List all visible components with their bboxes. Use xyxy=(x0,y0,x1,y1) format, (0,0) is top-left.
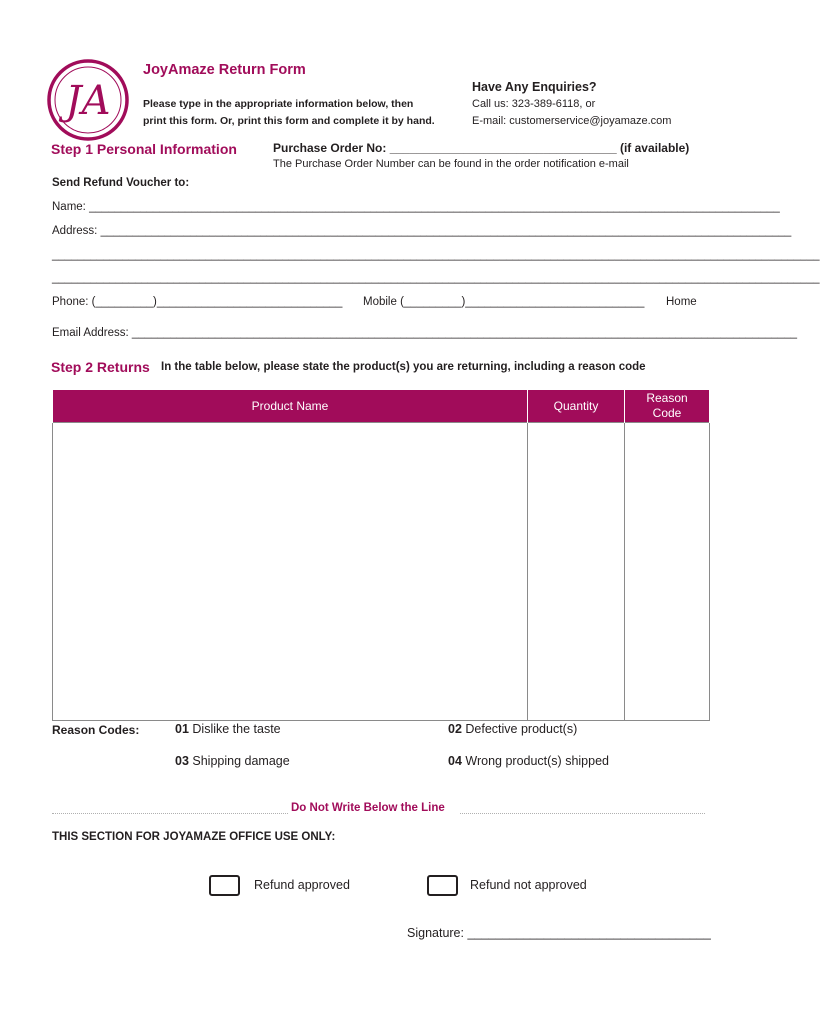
reason-code-header: Reason Code xyxy=(625,390,710,423)
refund-approved-label: Refund approved xyxy=(254,878,350,892)
home-label: Home xyxy=(666,296,697,308)
enquiries-title: Have Any Enquiries? xyxy=(472,80,597,94)
reason-codes-label: Reason Codes: xyxy=(52,723,140,737)
send-refund-label: Send Refund Voucher to: xyxy=(52,177,190,189)
returns-table xyxy=(52,390,710,721)
address-line-3[interactable]: ________________________________________________________________________________________________________________________ xyxy=(52,272,820,284)
quantity-cell[interactable] xyxy=(528,423,625,721)
step2-heading: Step 2 Returns xyxy=(51,359,150,375)
joyamaze-logo xyxy=(46,58,130,142)
signature-field[interactable]: Signature: ___________________________________ xyxy=(407,926,711,940)
address-line-2[interactable]: ________________________________________________________________________________________________________________________ xyxy=(52,249,820,261)
reason-code-item: 04 Wrong product(s) shipped xyxy=(448,754,609,768)
do-not-write-divider xyxy=(52,802,705,820)
do-not-write-label: Do Not Write Below the Line xyxy=(291,802,445,814)
reason-code-item: 02 Defective product(s) xyxy=(448,722,578,736)
phone-field[interactable]: Phone: (_________)_____________________________ xyxy=(52,296,343,308)
enquiries-email[interactable]: E-mail: customerservice@joyamaze.com xyxy=(472,115,672,127)
step1-heading: Step 1 Personal Information xyxy=(51,141,237,157)
svg-text:JA: JA xyxy=(65,78,111,124)
reason-code-item: 03 Shipping damage xyxy=(175,754,290,768)
quantity-header: Quantity xyxy=(528,390,625,423)
product-name-cell[interactable] xyxy=(53,423,528,721)
dotted-line-left xyxy=(52,813,288,814)
intro-text: Please type in the appropriate information below, then print this form. Or, print this form and complete it by hand. xyxy=(143,98,435,127)
address-field[interactable]: Address: ____________________________________________________________________________________________________________ xyxy=(52,225,792,237)
purchase-order-note: The Purchase Order Number can be found in the order notification e-mail xyxy=(273,158,629,170)
name-field[interactable]: Name: ____________________________________________________________________________________________________________ xyxy=(52,201,780,213)
enquiries-phone: Call us: 323-389-6118, or xyxy=(472,98,596,110)
refund-not-approved-label: Refund not approved xyxy=(470,878,587,892)
enquiries-contact xyxy=(472,96,671,130)
reason-code-cell[interactable] xyxy=(625,423,710,721)
step2-description: In the table below, please state the product(s) you are returning, including a reason code xyxy=(161,361,646,373)
refund-not-approved-checkbox[interactable] xyxy=(427,875,458,896)
refund-approved-checkbox[interactable] xyxy=(209,875,240,896)
mobile-field[interactable]: Mobile (_________)____________________________ xyxy=(363,296,645,308)
purchase-order-field[interactable]: Purchase Order No: __________________________________ (if available) xyxy=(273,141,690,155)
office-use-heading: THIS SECTION FOR JOYAMAZE OFFICE USE ONLY: xyxy=(52,831,336,843)
dotted-line-right xyxy=(460,813,705,814)
email-field[interactable]: Email Address: ________________________________________________________________________________________________________ xyxy=(52,327,798,339)
product-name-header: Product Name xyxy=(53,390,528,423)
form-title: JoyAmaze Return Form xyxy=(143,62,306,78)
reason-code-item: 01 Dislike the taste xyxy=(175,722,281,736)
